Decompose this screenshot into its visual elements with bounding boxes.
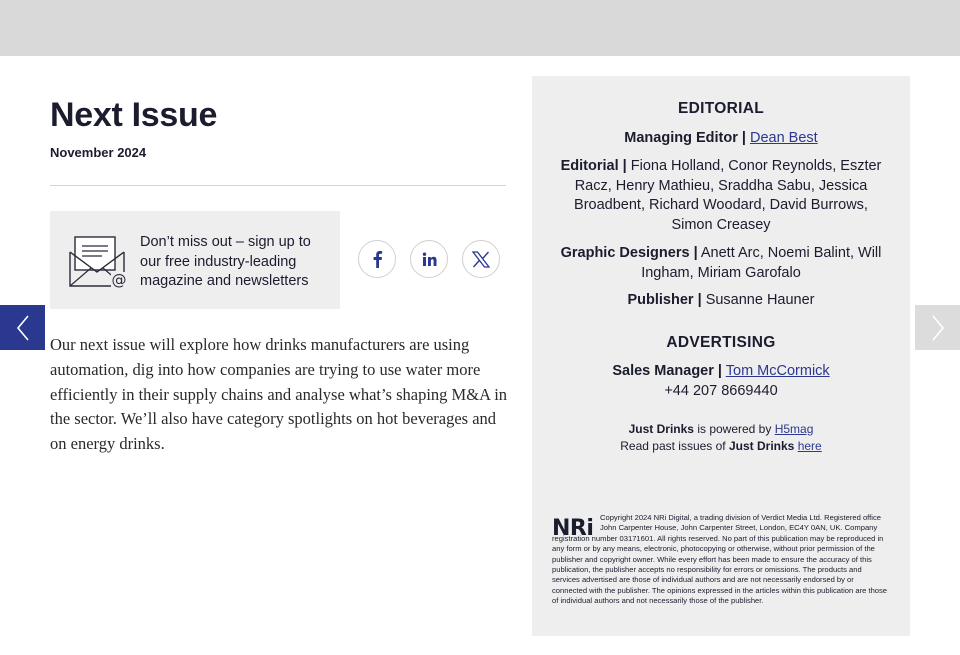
sales-manager-link[interactable]: Tom McCormick [725,363,830,379]
newsletter-envelope-icon [69,232,127,290]
linkedin-share-button[interactable] [410,240,448,278]
chevron-right-icon [931,315,945,341]
h5mag-link[interactable]: H5mag [774,422,814,436]
next-page-button[interactable] [915,305,960,350]
designers-names: Anett Arc, Noemi Balint, Will Ingham, Miriam Garofalo [641,245,882,281]
publisher-name: Susanne Hauner [705,292,815,308]
divider [50,185,506,186]
facebook-icon [371,250,383,268]
copyright-notice [552,513,888,607]
newsletter-text[interactable]: Don’t miss out – sign up to our free industry-leading magazine and newsletters [140,234,311,289]
managing-editor-label: Managing Editor | [624,130,746,146]
x-share-button[interactable] [462,240,500,278]
editorial-heading: EDITORIAL [678,100,764,117]
editorial-line [552,157,890,236]
issue-description: Our next issue will explore how drinks manufacturers are using automation, dig into how companies are trying to use water more efficiently in their supply chains and analyse what’s shaping M&A in the sector. We’ll also have category spotlights on hot beverages and on energy drinks. [50,335,508,454]
designers-line [552,244,890,283]
powered-text: is powered by [697,422,772,436]
credits-panel [532,76,910,636]
past-issues-link[interactable]: here [797,439,822,453]
copyright-text: Copyright 2024 NRi Digital, a trading division of Verdict Media Ltd. Registered office John Carpenter House, John Carpenter Street, London, EC4Y 0AN, UK. Company registration number 03171601. All rights reserved. No part of this publication may be reproduced in any form or by any means, electronic, photocopying or otherwise, without prior permission of the publisher and copyright owner. While every effort has been made to ensure the accuracy of this publication, the publisher accepts no responsibility for errors or omissions. The products and services advertised are those of individual authors and are not necessarily endorsed by or connected with the publisher. The opinions expressed in the articles within this publication are those of individual authors and not necessarily those of the publisher. [552,513,888,606]
x-icon [472,251,490,268]
past-issues-brand: Just Drinks [729,439,795,453]
svg-text:@: @ [111,271,127,289]
past-issues-line [532,438,910,455]
designers-label: Graphic Designers | [560,245,698,261]
managing-editor-link[interactable]: Dean Best [749,130,818,146]
previous-page-button[interactable] [0,305,45,350]
issue-date: November 2024 [50,145,147,160]
top-bar [0,0,960,56]
sales-manager-line [552,362,890,382]
advertising-heading: ADVERTISING [666,334,776,351]
page-title: Next Issue [50,96,218,134]
facebook-share-button[interactable] [358,240,396,278]
managing-editor-line [552,129,890,149]
past-issues-text: Read past issues of [620,439,726,453]
publisher-label: Publisher | [627,292,702,308]
editorial-names: Fiona Holland, Conor Reynolds, Eszter Racz, Henry Mathieu, Sraddha Sabu, Jessica Broadbent, Richard Woodard, David Burrows, Simon Creasey [574,158,882,234]
publisher-line [552,291,890,311]
advertising-phone: +44 207 8669440 [664,383,778,399]
chevron-left-icon [16,315,30,341]
linkedin-icon [422,252,437,267]
nri-logo: NRi [552,516,594,541]
powered-by-line [532,421,910,438]
sales-manager-label: Sales Manager | [612,363,722,379]
powered-brand: Just Drinks [628,422,694,436]
newsletter-signup-box[interactable] [50,211,340,309]
editorial-label: Editorial | [560,158,627,174]
